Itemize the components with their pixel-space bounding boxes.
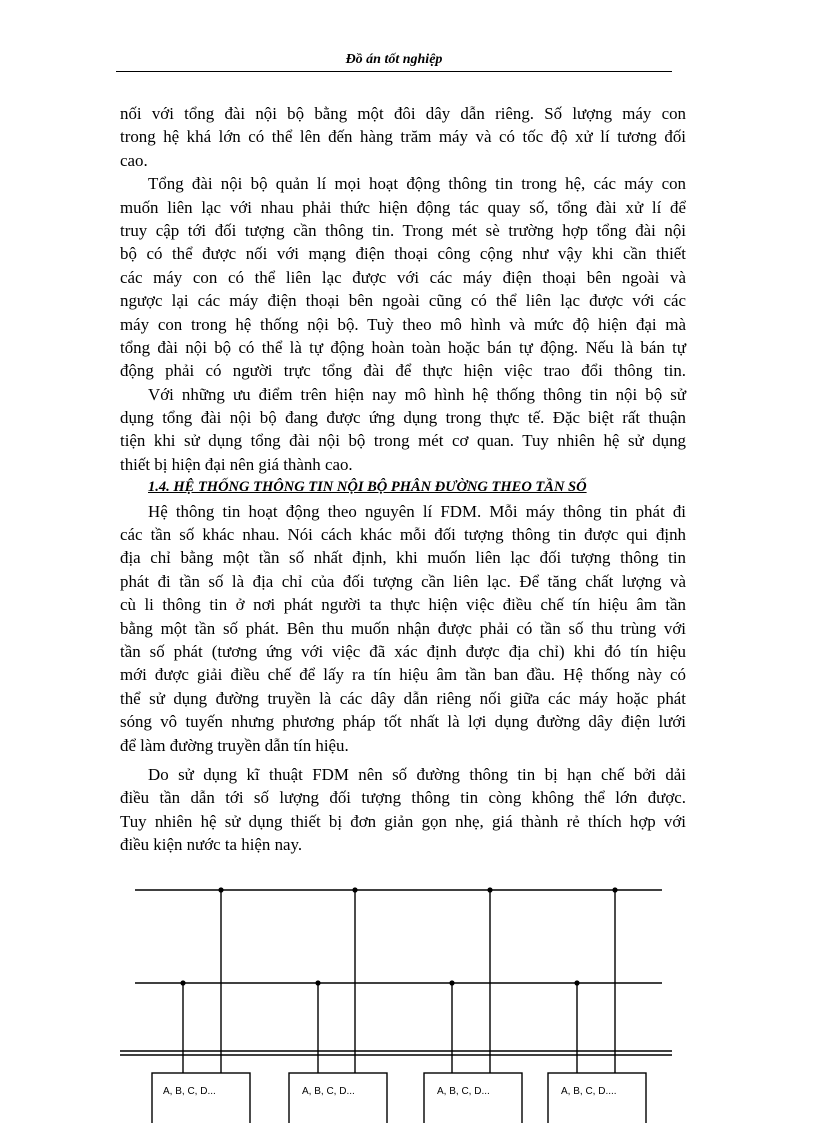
section-heading: 1.4. HỆ THỐNG THÔNG TIN NỘI BỘ PHÂN ĐƯỜNG THEO TẦN SỐ xyxy=(148,479,587,496)
p5-line: Do sử dụng kĩ thuật FDM nên số đường thông tin bị hạn chế bởi dải xyxy=(148,764,686,784)
p2-line: các máy con có thể liên lạc được với các máy điện thoại bên ngoài và xyxy=(120,267,686,287)
junction-dot xyxy=(180,980,185,985)
p2-line: động phải có người trực tổng đài để thực hiện việc trao đổi thông tin. xyxy=(120,361,686,381)
junction-dot xyxy=(449,980,454,985)
p4-line: để làm đường truyền dẫn tín hiệu. xyxy=(120,735,349,755)
p1-line: cao. xyxy=(120,150,148,170)
p4-line: cù li thông tin ở nơi phát người ta thực hiện việc điều chế tín hiệu âm tần xyxy=(120,595,686,615)
p5-line: Tuy nhiên hệ sử dụng thiết bị đơn giản gọn nhẹ, giá thành rẻ thích hợp với xyxy=(120,811,686,831)
junction-dot xyxy=(315,980,320,985)
station-box xyxy=(424,1073,522,1123)
p4-line: thể sử dụng đường truyền là các dây dẫn riêng nối giữa các máy hoặc phát xyxy=(120,688,686,708)
station-box-label: A, B, C, D... xyxy=(163,1086,216,1097)
p4-line: các tần số khác nhau. Nói cách khác mỗi đối tượng thông tin được qui định xyxy=(120,525,686,545)
junction-dot xyxy=(574,980,579,985)
junction-dot xyxy=(218,887,223,892)
p4-line: Hệ thông tin hoạt động theo nguyên lí FDM. Mỗi máy thông tin phát đi xyxy=(148,501,686,521)
p3-line: dụng tổng đài nội bộ đang được ứng dụng trong thực tế. Đặc biệt rất thuận xyxy=(120,408,686,428)
p2-line: Tổng đài nội bộ quản lí mọi hoạt động thông tin trong hệ, các máy con xyxy=(148,174,686,194)
station-box-label: A, B, C, D... xyxy=(302,1086,355,1097)
junction-dot xyxy=(487,887,492,892)
junction-dot xyxy=(612,887,617,892)
p2-line: máy con trong hệ thống nội bộ. Tuỳ theo mô hình và mức độ hiện đại mà xyxy=(120,314,686,334)
p2-line: muốn liên lạc với nhau phải thức hiện động tác quay số, tổng đài xử lí để xyxy=(120,197,686,217)
p4-line: tần số phát (tương ứng với việc đã xác định được địa chỉ) khi đó tín hiệu xyxy=(120,641,686,661)
station-box xyxy=(548,1073,646,1123)
p2-line: bộ có thể được nối với mạng điện thoại công cộng như vậy khi cần thiết xyxy=(120,244,686,264)
p2-line: tổng đài nội bộ có thể là tự động hoàn toàn hoặc bán tự động. Nếu là bán tự xyxy=(120,337,686,357)
station-box xyxy=(152,1073,250,1123)
p3-line: Với những ưu điểm trên hiện nay mô hình hệ thống thông tin nội bộ sử xyxy=(148,384,686,404)
station-box xyxy=(289,1073,387,1123)
station-box-label: A, B, C, D... xyxy=(437,1086,490,1097)
junction-dot xyxy=(352,887,357,892)
station-box-label: A, B, C, D.... xyxy=(561,1086,617,1097)
p5-line: điều tần dẫn tới số lượng đối tượng thông tin còng không thể lớn được. xyxy=(120,788,686,808)
p3-line: tiện khi sử dụng tổng đài nội bộ trong mét cơ quan. Tuy nhiên hệ sử dụng xyxy=(120,431,686,451)
p3-line: thiết bị hiện đại nên giá thành cao. xyxy=(120,454,353,474)
p1-line: trong hệ khá lớn có thể lên đến hàng trăm máy và có tốc độ xử lí tương đối xyxy=(120,127,686,147)
p5-line: điều kiện nước ta hiện nay. xyxy=(120,835,303,855)
p4-line: sóng vô tuyến nhưng phương pháp tốt nhất là lợi dụng đường dây điện lưới xyxy=(120,712,686,732)
p4-line: phát đi tần số là địa chỉ của đối tượng cần liên lạc. Để tăng chất lượng và xyxy=(120,571,686,591)
page-header-title: Đồ án tốt nghiệp xyxy=(345,52,443,67)
p2-line: ngược lại các máy điện thoại bên ngoài cũng có thể liên lạc được với các xyxy=(120,291,686,311)
p1-line: nối với tổng đài nội bộ bằng một đôi dây dẫn riêng. Số lượng máy con xyxy=(120,104,686,123)
p4-line: bằng một tần số phát. Bên thu muốn nhận được phải có tần số thu trùng với xyxy=(120,618,686,638)
p2-line: truy cập tới đối tượng cần thông tin. Trong mét sè trường hợp tổng đài nội xyxy=(120,220,686,240)
p4-line: mới được giải điều chế để lấy ra tín hiệu âm tần ban đầu. Hệ thống này có xyxy=(120,665,686,685)
p4-line: địa chỉ bằng một tần số nhất định, khi muốn liên lạc đối tượng thông tin xyxy=(120,548,686,568)
